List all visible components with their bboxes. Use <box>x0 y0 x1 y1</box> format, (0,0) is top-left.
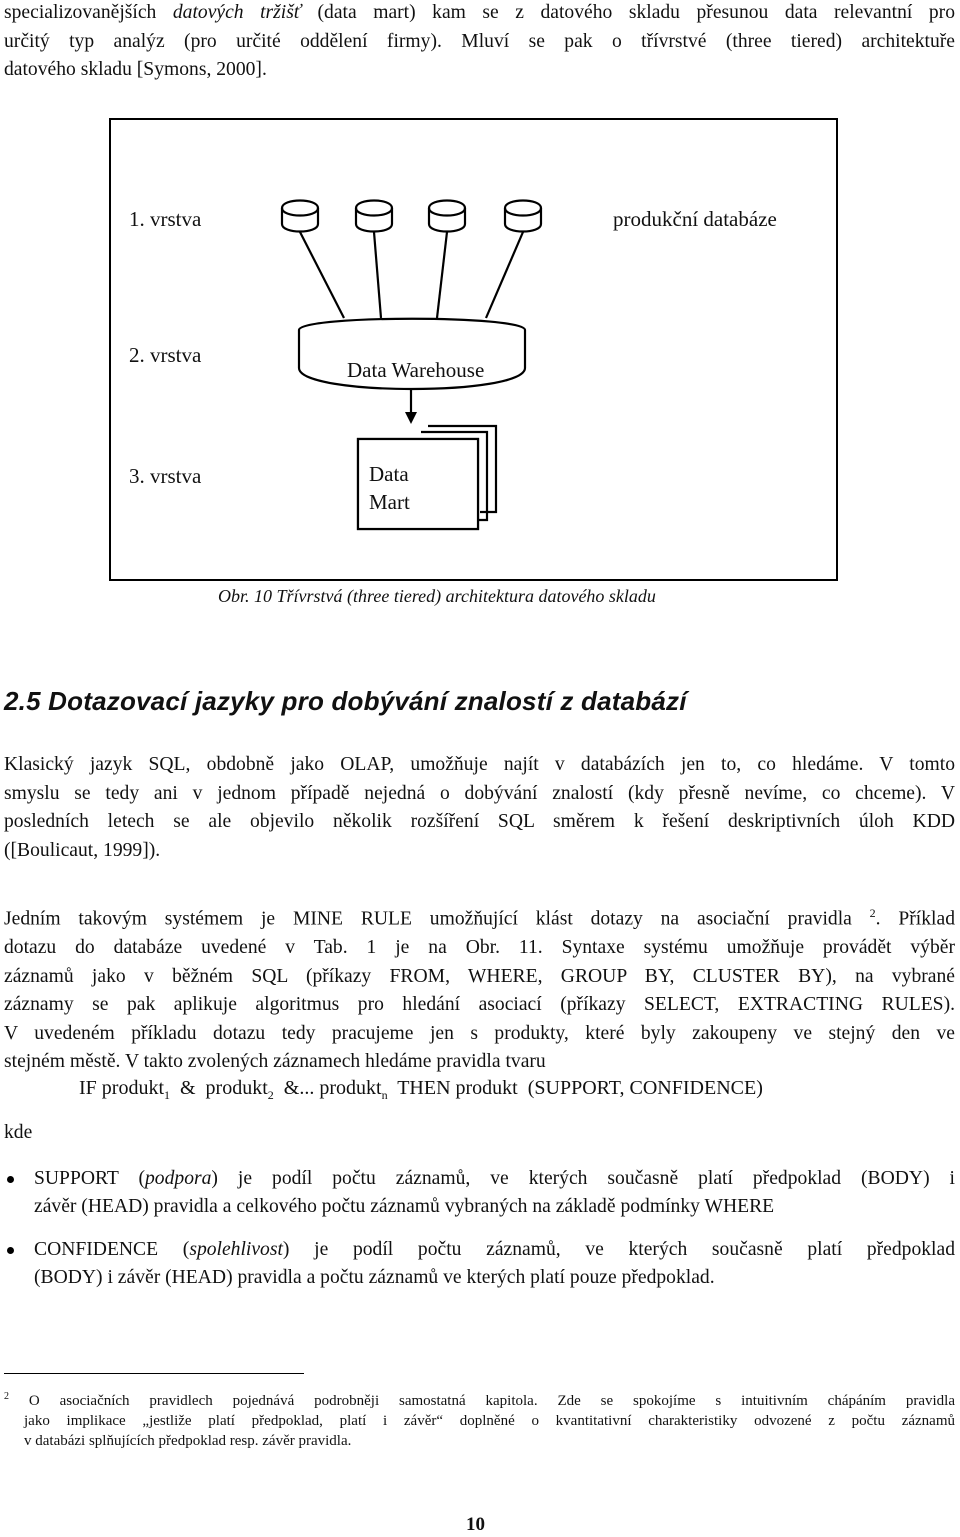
p2-line-4: záznamy se pak aplikuje algoritmus pro hledání asociací (příkazy SELECT, EXTRACTING RULES). <box>4 994 955 1016</box>
p2-line-6: stejném městě. V takto zvolených záznamech hledáme pravidla tvaru <box>4 1051 546 1073</box>
architecture-diagram <box>111 120 835 578</box>
bullet-dot-icon <box>7 1247 14 1254</box>
footnote-line-2: jako implikace „jestliže platí předpoklad, platí i závěr“ doplněné o kvantitativní charakteristiky odvozené z počtu záznamů <box>24 1413 955 1429</box>
figure-caption: Obr. 10 Třívrstvá (three tiered) architektura datového skladu <box>218 586 656 606</box>
production-db-icon <box>429 201 465 232</box>
layer-3-label: 3. vrstva <box>129 464 202 488</box>
term-data-mart: datových tržišť <box>172 2 301 23</box>
bullet-dot-icon <box>7 1176 14 1183</box>
arrow-head <box>405 412 417 424</box>
paragraph-2 <box>4 899 955 1077</box>
production-db-icon <box>356 201 392 232</box>
rule-formula: IF produkt$_1$ & produkt$_2$ &... produkt$_n$ THEN produkt (SUPPORT, CONFIDENCE) <box>79 1077 763 1102</box>
page-number: 10 <box>466 1514 485 1535</box>
intro-paragraph <box>4 0 955 85</box>
kde-label: kde <box>4 1122 33 1143</box>
footnote-ref: 2 <box>869 906 876 920</box>
p2-line-1: Jedním takovým systémem je MINE RULE umožňující klást dotazy na asociační pravidla $^2$. Příklad <box>4 906 955 930</box>
layer-1-label: 1. vrstva <box>129 207 202 231</box>
footnote-separator <box>4 1373 304 1374</box>
section-heading: 2.5 Dotazovací jazyky pro dobývání znalostí z databází <box>4 686 687 716</box>
production-db-label: produkční databáze <box>613 207 777 231</box>
footnote-line-1: $^2$ O asociačních pravidlech pojednává podrobněji samostatná kapitola. Zde se spokojíme s intuitivním chápáním pravidla <box>4 1391 955 1409</box>
warehouse-label: Data Warehouse <box>347 358 485 382</box>
p1-line-1: Klasický jazyk SQL, obdobně jako OLAP, umožňuje najít v databázích jen to, co hledáme. V tomto <box>4 754 955 775</box>
intro-line-2: určitý typ analýz (pro určité oddělení firmy). Mluví se pak o třívrstvé (three tiered) architektuře <box>4 30 955 52</box>
p1-line-4: ([Boulicaut, 1999]). <box>4 839 161 861</box>
p2-line-5: V uvedeném příkladu dotazu tedy pracujeme jen s produkty, které byly zakoupeny ve stejný den ve <box>4 1022 955 1044</box>
paragraph-1 <box>4 751 955 865</box>
intro-line-3: datového skladu [Symons, 2000]. <box>4 59 267 80</box>
bullet-2-line-1: CONFIDENCE (spolehlivost) je podíl počtu záznamů, ve kterých současně platí předpoklad <box>34 1239 955 1260</box>
mart-label-line-1: Data <box>369 462 409 486</box>
intro-line-1: specializovanějších datových tržišť (data mart) kam se z datového skladu přesunou data relevantní pro <box>4 2 955 23</box>
footnote-line-3: v databázi splňujících předpoklad resp. závěr pravidla. <box>24 1433 352 1449</box>
footnote <box>4 1387 955 1451</box>
mart-label-line-2: Mart <box>369 490 410 514</box>
bullet-1-line-1: SUPPORT (podpora) je podíl počtu záznamů, ve kterých současně platí předpoklad (BODY) i <box>34 1168 956 1189</box>
production-db-icon <box>282 201 318 232</box>
p1-line-3: posledních letech se ale objevilo několik rozšíření SQL směrem k řešení deskriptivních úloh KDD <box>4 811 955 832</box>
p2-line-3: záznamů jako v běžném SQL (příkazy FROM, WHERE, GROUP BY, CLUSTER BY), na vybrané <box>4 965 955 987</box>
architecture-figure <box>109 118 838 581</box>
bullet-2-line-2: (BODY) i závěr (HEAD) pravidla a počtu záznamů ve kterých platí pouze předpoklad. <box>34 1266 715 1288</box>
p2-line-2: dotazu do databáze uvedené v Tab. 1 je na Obr. 11. Syntaxe systému umožňuje provádět výběr <box>4 937 955 959</box>
bullet-1-line-2: závěr (HEAD) pravidla a celkového počtu záznamů vybraných na základě podmínky WHERE <box>34 1195 775 1217</box>
production-db-icon <box>505 201 541 232</box>
p1-line-2: smyslu se tedy ani v jednom případě nejedná o dobývání znalostí (kdy přesně nevíme, co chceme). V <box>4 782 955 804</box>
layer-2-label: 2. vrstva <box>129 343 202 367</box>
